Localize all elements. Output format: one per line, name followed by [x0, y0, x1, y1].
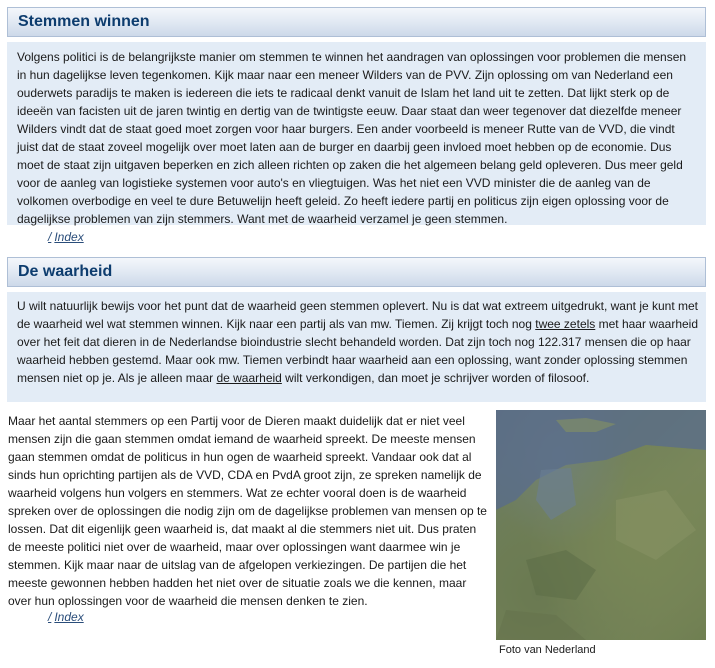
netherlands-satellite-photo [496, 410, 706, 640]
netherlands-map-image [496, 410, 706, 640]
link-de-waarheid[interactable]: de waarheid [216, 371, 282, 385]
index-link[interactable] [48, 230, 84, 244]
paragraph-text: U wilt natuurlijk bewijs voor het punt dat de waarheid geen stemmen oplevert. Nu is dat wat extreem uitgedrukt, want je kunt met de waarheid wel wat stemmen winnen. Kijk naar een partij als van mw. Tiemen. Zij krijgt toch nog [17, 299, 699, 331]
index-marker-icon: / [48, 610, 52, 624]
paragraph-stemmen-winnen: Volgens politici is de belangrijkste manier om stemmen te winnen het aandragen van oplossingen voor problemen die mensen in hun dagelijkse leven tegenkomen. Kijk maar naar een meneer Wilders van de PVV. Zijn oplossing om van Nederland een ouderwets paradijs te maken is iedereen die iets te radicaal denkt vanuit de Islam het land uit te zetten. Dat lijkt sterk op de ideeën van facisten uit de jaren twintig en dertig van de twintigste eeuw. Daar staat dan weer tegenover dat diezelfde meneer Wilders vindt dat de staat goed moet zorgen voor haar burgers. Een ander voorbeeld is meneer Rutte van de VVD, die vindt juist dat de staat zoveel mogelijk over moet laten aan de burger en daarbij geen invloed moet hebben op de economie. Dus moet de staat zijn uitgaven beperken en zich alleen richten op zaken die het algemeen belang geld opleveren. Dus meer geld voor de aanleg van logistieke systemen voor auto's en vliegtuigen. Was het niet een VVD minister die de aanleg van de volkomen overbodige en veel te dure Betuwelijn heeft geleid. Zo heeft iedere partij en politicus zijn eigen oplossing voor de dagelijkse problemen van zijn stemmers. Want met de waarheid verzamel je geen stemmen. [17, 50, 687, 226]
section-title: De waarheid [18, 263, 113, 280]
photo-caption: Foto van Nederland [499, 644, 596, 656]
paragraph-de-waarheid-intro [17, 297, 701, 387]
link-twee-zetels[interactable]: twee zetels [535, 317, 596, 331]
section-title: Stemmen winnen [18, 13, 150, 30]
section-header-stemmen-winnen [7, 7, 706, 37]
index-link-label: Index [54, 230, 84, 244]
index-link-label: Index [54, 610, 84, 624]
index-link[interactable] [48, 610, 84, 624]
index-marker-icon: / [48, 230, 52, 244]
paragraph-text: wilt verkondigen, dan moet je schrijver worden of filosoof. [281, 371, 590, 385]
section-header-de-waarheid [7, 257, 706, 287]
paragraph-text: met haar waarheid over het feit dat dieren in de Nederlandse bioindustrie slecht behandeld worden. Dat zijn toch nog 122.317 mensen die op haar waarheid hebben gestemd. Maar ook mw. Tiemen verbindt haar waarheid aan een oplossing, want zonder oplossing stemmen mensen niet op je. Als je alleen maar [17, 317, 699, 385]
paragraph-de-waarheid-body: Maar het aantal stemmers op een Partij voor de Dieren maakt duidelijk dat er niet veel mensen zijn die gaan stemmen omdat iemand de waarheid spreekt. De meeste mensen gaan stemmen omdat de politicus in hun ogen de waarheid spreekt. Vandaar ook dat al sinds hun oprichting partijen als de VVD, CDA en PvdA groot zijn, ze spreken namelijk de waarheid volgens hun volgers en stemmers. Wat ze echter vooral doen is de waarheid spreken over de oplossingen die nodig zijn om de dagelijkse problemen van mensen op te lossen. Dat dit eigenlijk geen waarheid is, dat maakt al die stemmers niet uit. Dus praten de meeste politici niet over de waarheid, maar over oplossingen want daarmee win je stemmen. Kijk maar naar de uitslag van de afgelopen verkiezingen. De partijen die het meeste gewonnen hebben hadden het niet over de situatie zoals we die kennen, maar over hun oplossingen voor de waarheid die mensen denken te zien. [8, 414, 487, 608]
